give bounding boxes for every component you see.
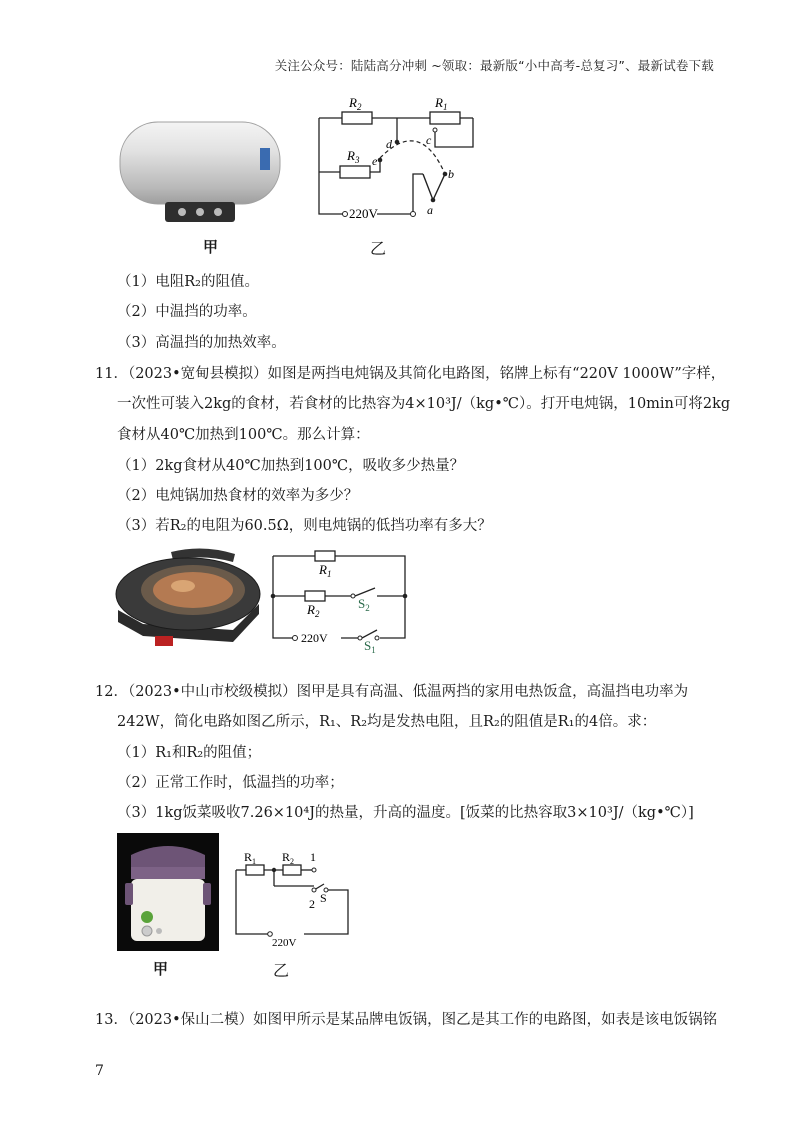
q11-resistor-r2 bbox=[305, 591, 325, 601]
q12-part-3: （3）1kg饭菜吸收7.26×10⁴J的热量，升高的温度。[饭菜的比热容取3×10³J/（kg•℃）] bbox=[117, 805, 694, 821]
q11-part-3: （3）若R₂的电阻为60.5Ω，则电炖锅的低挡功率有多大？ bbox=[117, 518, 492, 534]
electric-pan-image bbox=[113, 544, 263, 649]
q12-resistor-r1 bbox=[246, 865, 264, 875]
page-number: 7 bbox=[95, 1063, 104, 1079]
q12-line-1: （2023•中山市校级模拟）图甲是具有高温、低温两挡的家用电热饭盒，高温挡电功率为 bbox=[127, 684, 689, 700]
q12-contact-1-label: 1 bbox=[310, 850, 316, 864]
q11-s1-label: $S_1$ bbox=[364, 638, 376, 653]
q10-part-2: （2）中温挡的功率。 bbox=[117, 304, 257, 320]
q12-r2-label: $R_2$ bbox=[282, 850, 295, 866]
q12-first-line bbox=[95, 682, 688, 702]
q11-r1-label: $R_1$ bbox=[319, 562, 332, 579]
node-a-label: a bbox=[427, 203, 433, 217]
q13-first-line bbox=[95, 1010, 717, 1030]
fig1-label-jia: 甲 bbox=[203, 238, 219, 256]
page-header: 关注公众号：陆陆高分冲刺 ~领取：最新版“小中高考-总复习”、最新试卷下载 bbox=[274, 58, 714, 73]
q11-circuit-diagram bbox=[265, 548, 415, 653]
node-d-label: d bbox=[386, 137, 392, 151]
q12-r1-label: $R_1$ bbox=[244, 850, 257, 866]
q11-voltage-label: 220V bbox=[301, 631, 328, 645]
q12-resistor-r2 bbox=[283, 865, 301, 875]
water-heater-image bbox=[110, 112, 285, 232]
q12-part-1: （1）R₁和R₂的阻值； bbox=[117, 745, 262, 761]
q10-part-3: （3）高温挡的加热效率。 bbox=[117, 335, 286, 351]
q11-part-1: （1）2kg食材从40℃加热到100℃，吸收多少热量？ bbox=[117, 458, 465, 474]
fig1-circuit-diagram bbox=[305, 92, 485, 227]
q11-first-line bbox=[95, 364, 725, 384]
fig3-label-yi: 乙 bbox=[273, 961, 290, 980]
q11-number: 11． bbox=[95, 366, 128, 382]
resistor-r1 bbox=[430, 112, 460, 124]
node-b-label: b bbox=[448, 167, 454, 181]
q11-r2-label: $R_2$ bbox=[307, 602, 320, 619]
q12-switch-label: S bbox=[320, 891, 327, 905]
q12-circuit-diagram bbox=[228, 846, 358, 951]
r2-label: $R_2$ bbox=[349, 95, 362, 112]
resistor-r2 bbox=[342, 112, 372, 124]
r3-label: $R_3$ bbox=[347, 148, 360, 165]
fig1-label-yi: 乙 bbox=[370, 239, 387, 258]
lunch-box-image bbox=[117, 833, 219, 951]
q12-part-2: （2）正常工作时，低温挡的功率； bbox=[117, 775, 344, 791]
q11-line-3: 食材从40℃加热到100℃。那么计算： bbox=[117, 427, 370, 443]
resistor-r3 bbox=[340, 166, 370, 178]
q11-line-2: 一次性可装入2kg的食材，若食材的比热容为4×10³J/（kg•℃）。打开电炖锅，10min可将2kg bbox=[117, 396, 731, 412]
q11-part-2: （2）电炖锅加热食材的效率为多少？ bbox=[117, 488, 359, 504]
node-e-label: e bbox=[372, 154, 378, 168]
q13-number: 13． bbox=[95, 1012, 128, 1028]
fig3-label-jia: 甲 bbox=[153, 960, 169, 978]
q11-resistor-r1 bbox=[315, 551, 335, 561]
q10-part-1: （1）电阻R₂的阻值。 bbox=[117, 274, 259, 290]
q11-s2-label: $S_2$ bbox=[358, 596, 370, 613]
q12-contact-2-label: 2 bbox=[309, 897, 315, 911]
q12-number: 12． bbox=[95, 684, 128, 700]
q11-line-1: （2023•宽甸县模拟）如图是两挡电炖锅及其简化电路图，铭牌上标有“220V 1000W”字样， bbox=[127, 366, 726, 382]
q12-voltage-label: 220V bbox=[272, 937, 297, 949]
q12-line-2: 242W，简化电路如图乙所示，R₁、R₂均是发热电阻，且R₂的阻值是R₁的4倍。求： bbox=[117, 714, 657, 730]
r1-label: $R_1$ bbox=[435, 95, 448, 112]
node-c-label: c bbox=[426, 133, 432, 147]
voltage-label: 220V bbox=[349, 206, 378, 221]
q13-line-1: （2023•保山二模）如图甲所示是某品牌电饭锅，图乙是其工作的电路图，如表是该电饭锅铭 bbox=[127, 1012, 718, 1028]
